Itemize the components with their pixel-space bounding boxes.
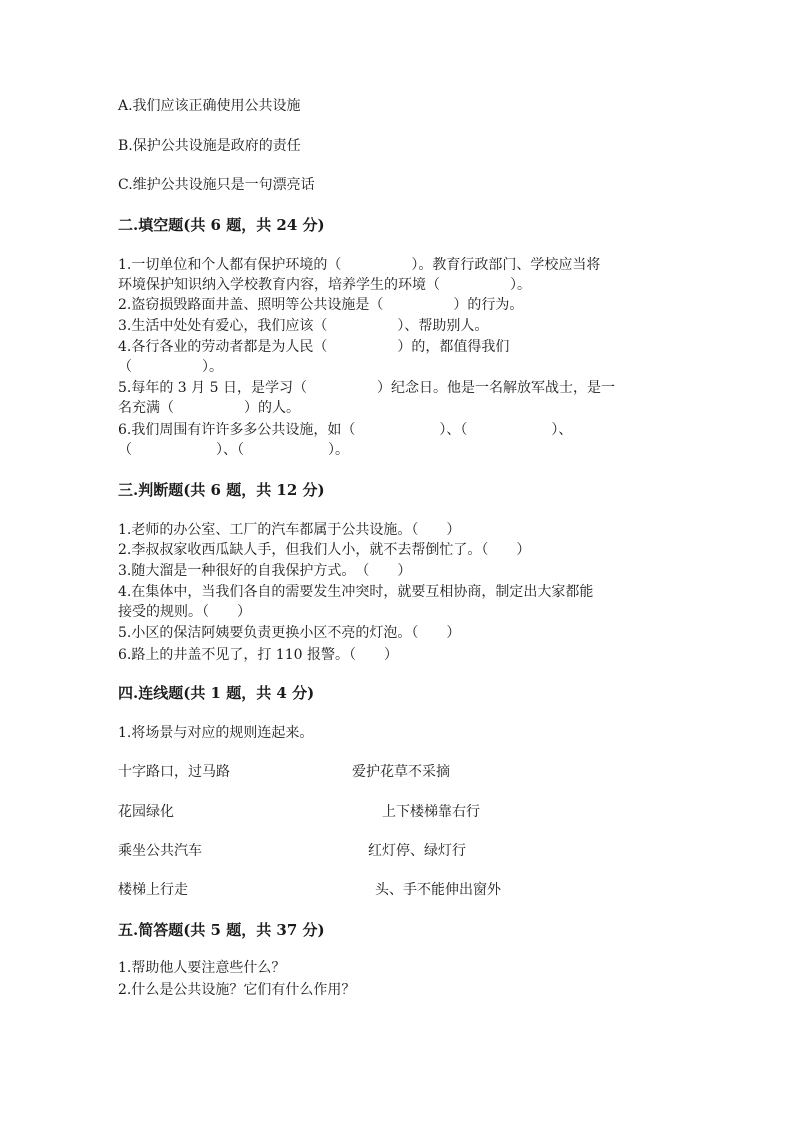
fill-in-line: （ ）、（ ）。 [118, 442, 349, 458]
fill-in-line: 名充满（ ）的人。 [118, 400, 300, 416]
matching-left-item: 花园绿化 [118, 804, 174, 820]
short-answer-line: 2.什么是公共设施？它们有什么作用？ [118, 982, 356, 998]
fill-in-line: 3.生活中处处有爱心，我们应该（ ）、帮助别人。 [118, 318, 489, 334]
section-heading-matching: 四.连线题(共 1 题，共 4 分) [118, 684, 315, 702]
section-heading-fill-in: 二.填空题(共 6 题，共 24 分) [118, 216, 325, 234]
option-a: A.我们应该正确使用公共设施 [118, 98, 301, 114]
section-heading-true-false: 三.判断题(共 6 题，共 12 分) [118, 481, 325, 499]
true-false-line: 1.老师的办公室、工厂的汽车都属于公共设施。（ ） [118, 522, 461, 538]
matching-right-item: 红灯停、绿灯行 [368, 843, 466, 859]
fill-in-line: 2.盗窃损毁路面井盖、照明等公共设施是（ ）的行为。 [118, 297, 524, 313]
matching-right-item: 头、手不能伸出窗外 [375, 882, 501, 898]
true-false-line: 5.小区的保洁阿姨要负责更换小区不亮的灯泡。（ ） [118, 625, 461, 641]
fill-in-line: 环境保护知识纳入学校教育内容，培养学生的环境（ ）。 [118, 277, 531, 293]
true-false-line: 6.路上的井盖不见了，打 110 报警。（ ） [118, 647, 398, 663]
option-c: C.维护公共设施只是一句漂亮话 [118, 177, 315, 193]
fill-in-line: 4.各行各业的劳动者都是为人民（ ）的，都值得我们 [118, 339, 510, 355]
fill-in-line: （ ）。 [118, 359, 223, 375]
matching-left-item: 楼梯上行走 [118, 882, 188, 898]
fill-in-line: 6.我们周围有许许多多公共设施，如（ ）、（ ）、 [118, 422, 573, 438]
matching-left-item: 乘坐公共汽车 [118, 843, 202, 859]
section-heading-short-answer: 五.简答题(共 5 题，共 37 分) [118, 921, 325, 939]
matching-left-item: 十字路口，过马路 [118, 764, 230, 780]
matching-question: 1.将场景与对应的规则连起来。 [118, 725, 314, 741]
true-false-line: 3.随大溜是一种很好的自我保护方式。 （ ） [118, 563, 412, 579]
short-answer-line: 1.帮助他人要注意些什么？ [118, 960, 286, 976]
fill-in-line: 1.一切单位和个人都有保护环境的（ ）。教育行政部门、学校应当将 [118, 257, 601, 273]
matching-right-item: 上下楼梯靠右行 [382, 804, 480, 820]
true-false-line: 4.在集体中，当我们各自的需要发生冲突时，就要互相协商，制定出大家都能 [118, 584, 594, 600]
matching-right-item: 爱护花草不采摘 [352, 764, 450, 780]
true-false-line: 2.李叔叔家收西瓜缺人手，但我们人小，就不去帮倒忙了。（ ） [118, 542, 531, 558]
option-b: B.保护公共设施是政府的责任 [118, 138, 301, 154]
true-false-line: 接受的规则。（ ） [118, 604, 251, 620]
fill-in-line: 5.每年的 3 月 5 日，是学习（ ）纪念日。他是一名解放军战士，是一 [118, 380, 615, 396]
